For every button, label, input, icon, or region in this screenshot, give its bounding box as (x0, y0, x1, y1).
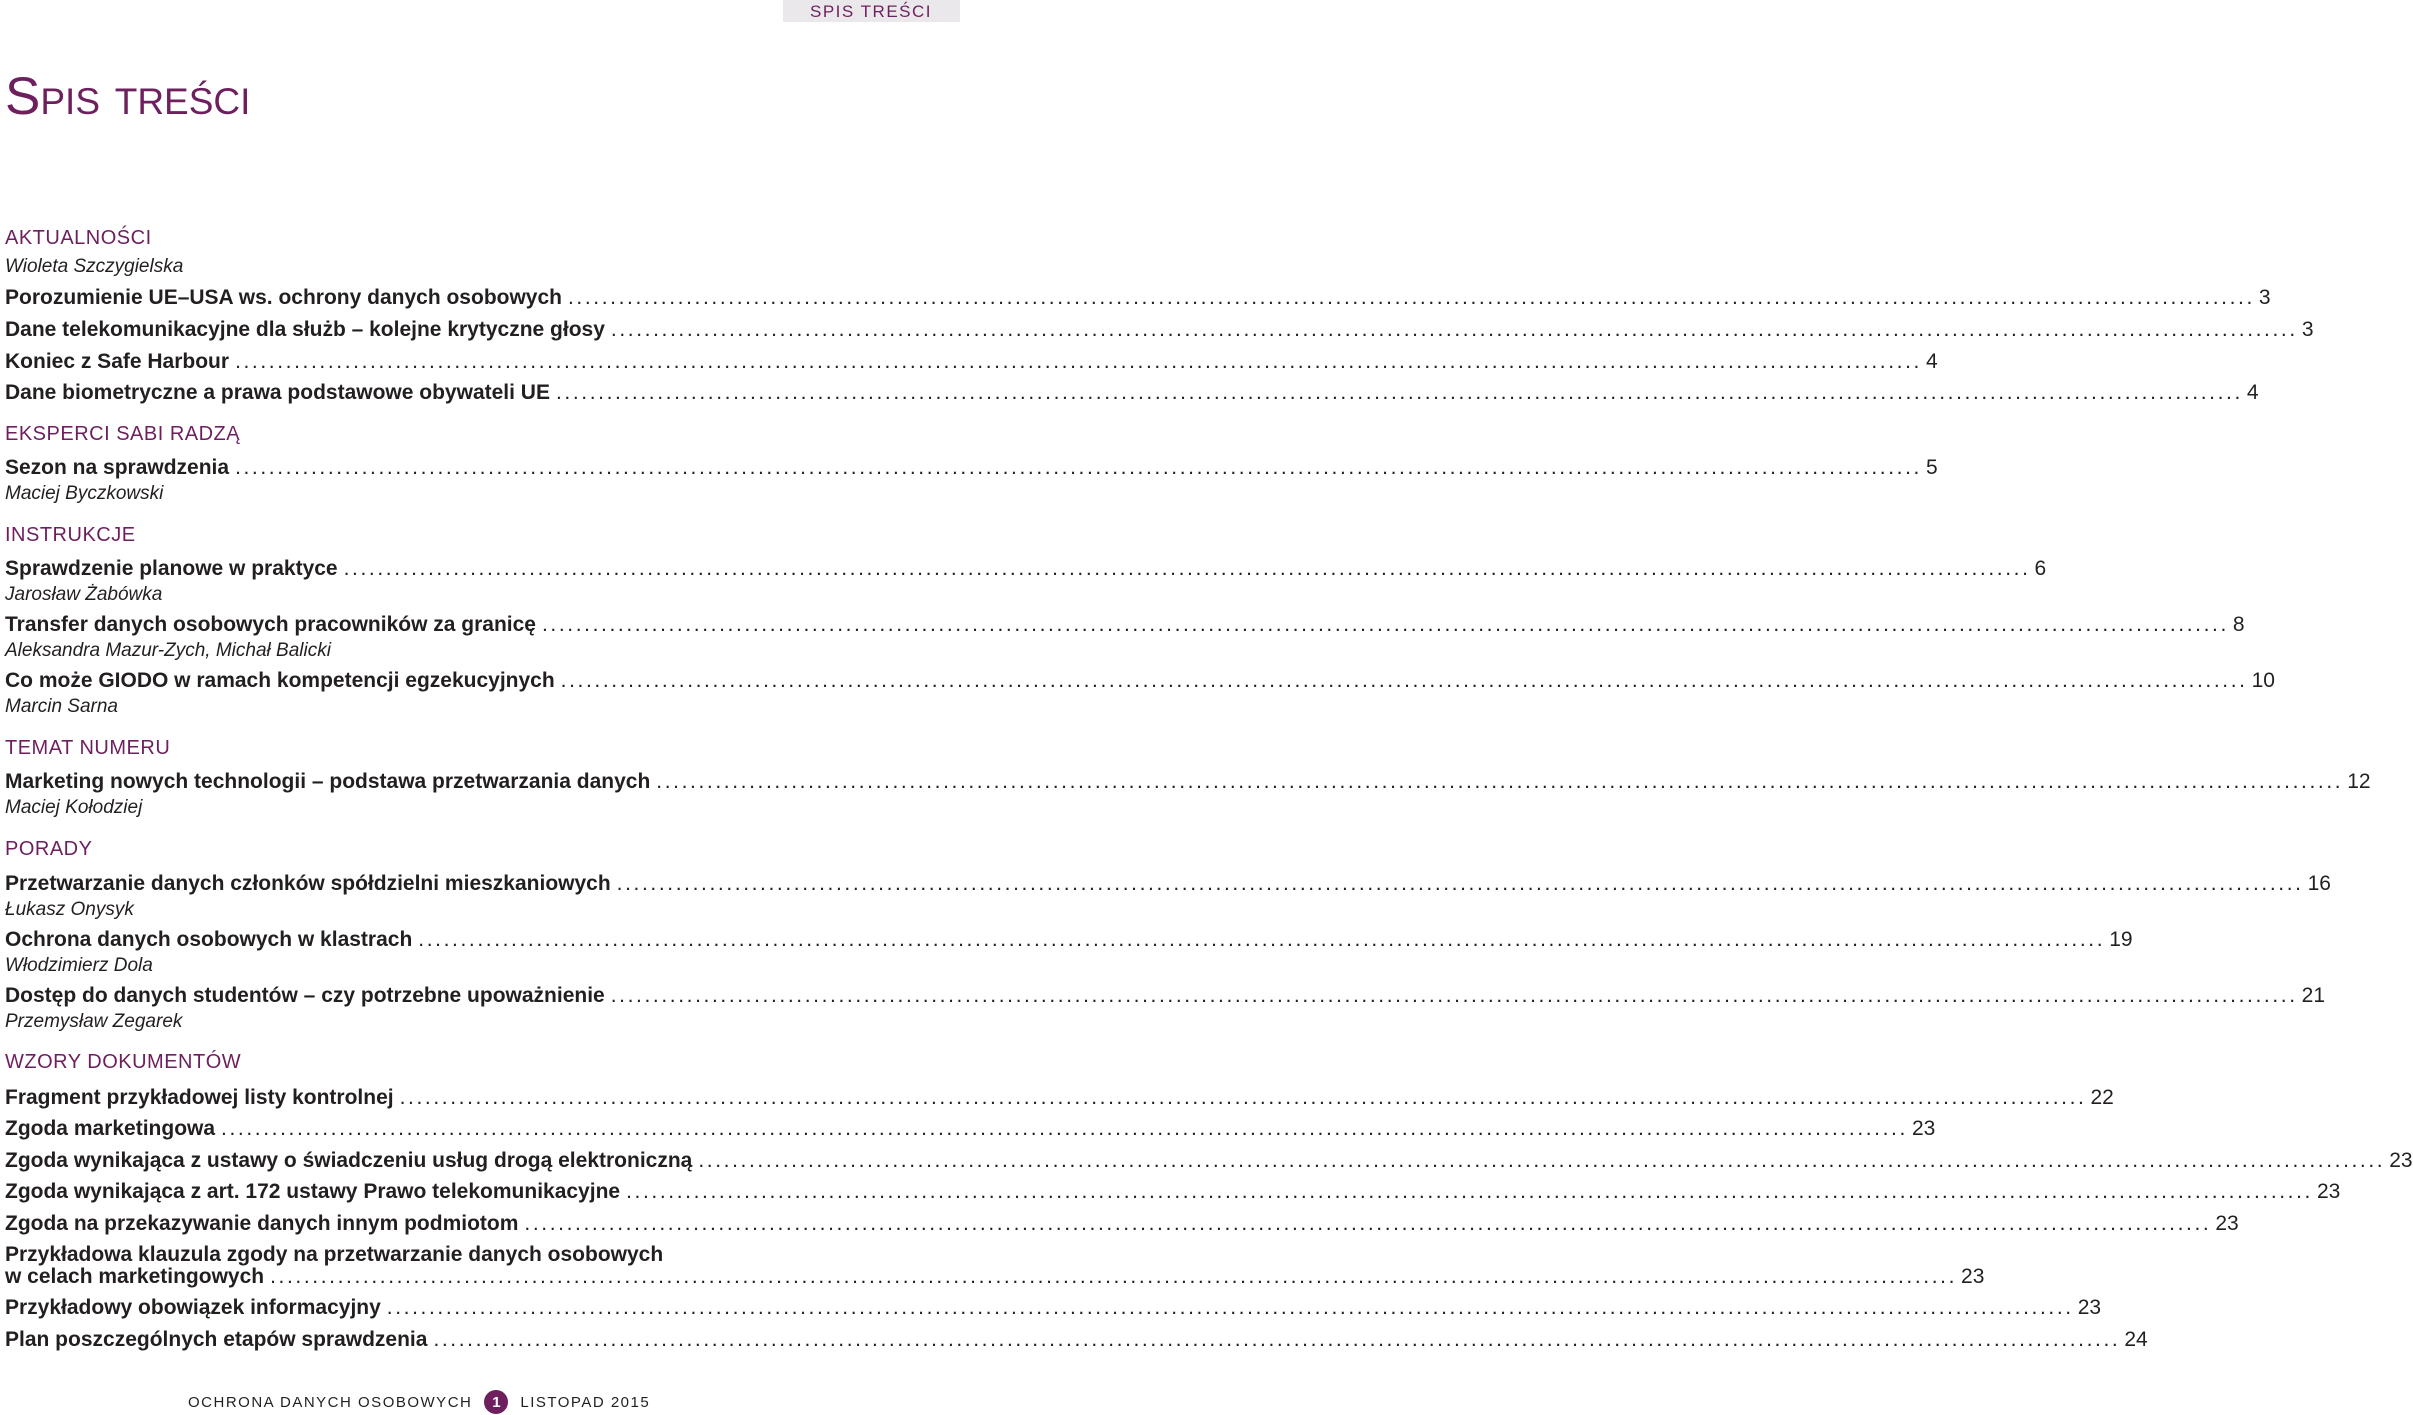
dot-leader: ........................................................................................................................................................................................................ (386, 1296, 2074, 1319)
page-title-initial: S (5, 67, 41, 126)
toc-entry-page: 4 (2246, 381, 2259, 404)
article-author: Jarosław Żabówka (5, 584, 163, 605)
toc-entry-title: Dane biometryczne a prawa podstawowe obywateli UE (5, 381, 550, 404)
toc-entry[interactable] (5, 317, 2314, 343)
dot-leader: ........................................................................................................................................................................................................ (235, 350, 1922, 373)
toc-entry-page: 16 (2307, 872, 2331, 895)
section-heading: TEMAT NUMERU (5, 737, 171, 759)
toc-entry-page: 23 (2077, 1296, 2102, 1319)
page-footer (188, 1389, 650, 1415)
dot-leader: ........................................................................................................................................................................................................ (270, 1265, 1958, 1288)
toc-entry-title: Transfer danych osobowych pracowników za granicę (5, 613, 536, 636)
article-author: Aleksandra Mazur-Zych, Michał Balicki (5, 640, 331, 661)
toc-entry-title: Koniec z Safe Harbour (5, 350, 230, 373)
toc-entry[interactable] (5, 1295, 2102, 1321)
toc-entry[interactable] (5, 1327, 2148, 1353)
toc-entry[interactable] (5, 285, 2271, 311)
toc-entry-title: Sprawdzenie planowe w praktyce (5, 557, 338, 580)
dot-leader: ........................................................................................................................................................................................................ (698, 1149, 2386, 1172)
toc-entry-title: Ochrona danych osobowych w klastrach (5, 928, 413, 951)
toc-entry[interactable] (5, 349, 1938, 375)
toc-entry[interactable] (5, 769, 2371, 795)
toc-entry-page: 23 (1961, 1265, 1985, 1288)
toc-entry-page: 22 (2090, 1086, 2114, 1109)
footer-publication: OCHRONA DANYCH OSOBOWYCH (188, 1393, 473, 1411)
toc-entry-page: 8 (2232, 613, 2245, 636)
toc-entry[interactable] (5, 1148, 2413, 1174)
dot-leader: ........................................................................................................................................................................................................ (235, 456, 1922, 479)
toc-entry-title: Marketing nowych technologii – podstawa przetwarzania danych (5, 770, 651, 793)
dot-leader: ........................................................................................................................................................................................................ (221, 1117, 1908, 1140)
toc-entry-page: 3 (2301, 318, 2314, 341)
toc-entry-title: Zgoda marketingowa (5, 1117, 216, 1140)
toc-entry-page: 23 (1911, 1117, 1936, 1140)
section-heading: EKSPERCI SABI RADZĄ (5, 423, 241, 445)
page-number-badge: 1 (484, 1390, 508, 1414)
toc-entry[interactable] (5, 380, 2259, 406)
dot-leader: ........................................................................................................................................................................................................ (656, 770, 2344, 793)
dot-leader: ........................................................................................................................................................................................................ (560, 669, 2248, 692)
section-heading: INSTRUKCJE (5, 524, 136, 546)
toc-entry[interactable] (5, 1085, 2114, 1111)
toc-entry-page: 4 (1925, 350, 1938, 373)
toc-entry[interactable] (5, 1243, 1985, 1288)
article-author: Włodzimierz Dola (5, 955, 153, 976)
section-heading: WZORY DOKUMENTÓW (5, 1051, 242, 1073)
toc-entry-page: 3 (2258, 286, 2271, 309)
toc-entry[interactable] (5, 983, 2325, 1009)
dot-leader: ........................................................................................................................................................................................................ (616, 872, 2304, 895)
toc-entry-title: Przykładowy obowiązek informacyjny (5, 1296, 381, 1319)
toc-entry-title: Przykładowa klauzula zgody na przetwarzanie danych osobowych (5, 1243, 664, 1266)
dot-leader: ........................................................................................................................................................................................................ (555, 381, 2243, 404)
toc-entry-title: Fragment przykładowej listy kontrolnej (5, 1086, 394, 1109)
section-heading: PORADY (5, 838, 93, 860)
toc-entry[interactable] (5, 1211, 2239, 1237)
toc-entry[interactable] (5, 871, 2331, 897)
dot-leader: ........................................................................................................................................................................................................ (626, 1180, 2313, 1203)
toc-entry-title: Dane telekomunikacyjne dla służb – kolejne krytyczne głosy (5, 318, 605, 341)
toc-entry-title: Zgoda wynikająca z art. 172 ustawy Prawo telekomunikacyjne (5, 1180, 621, 1203)
toc-entry[interactable] (5, 556, 2047, 582)
dot-leader: ........................................................................................................................................................................................................ (399, 1086, 2087, 1109)
page-title (5, 67, 250, 127)
dot-leader: ........................................................................................................................................................................................................ (433, 1328, 2121, 1351)
toc-entry-title: Przetwarzanie danych członków spółdzielni mieszkaniowych (5, 872, 611, 895)
toc-entry-title: Dostęp do danych studentów – czy potrzebne upoważnienie (5, 984, 605, 1007)
toc-entry-title: Sezon na sprawdzenia (5, 456, 230, 479)
footer-issue-date: LISTOPAD 2015 (520, 1393, 651, 1411)
running-head: SPIS TREŚCI (810, 2, 932, 21)
article-author: Maciej Kołodziej (5, 797, 143, 818)
toc-entry-title: Co może GIODO w ramach kompetencji egzekucyjnych (5, 669, 555, 692)
section-heading: AKTUALNOŚCI (5, 227, 152, 249)
toc-entry[interactable] (5, 612, 2245, 638)
toc-entry-title-continued: w celach marketingowych (5, 1265, 265, 1288)
toc-entry-page: 5 (1925, 456, 1938, 479)
toc-entry-title: Porozumienie UE–USA ws. ochrony danych osobowych (5, 286, 562, 309)
dot-leader: ........................................................................................................................................................................................................ (610, 318, 2298, 341)
article-author: Maciej Byczkowski (5, 483, 164, 504)
toc-entry-page: 23 (2215, 1212, 2239, 1235)
dot-leader: ........................................................................................................................................................................................................ (524, 1212, 2212, 1235)
dot-leader: ........................................................................................................................................................................................................ (343, 557, 2031, 580)
toc-entry-title: Zgoda wynikająca z ustawy o świadczeniu usług drogą elektroniczną (5, 1149, 693, 1172)
dot-leader: ........................................................................................................................................................................................................ (541, 613, 2229, 636)
toc-entry-title: Zgoda na przekazywanie danych innym podmiotom (5, 1212, 519, 1235)
toc-entry-page: 23 (2317, 1180, 2341, 1203)
toc-entry-page: 10 (2251, 669, 2275, 692)
dot-leader: ........................................................................................................................................................................................................ (418, 928, 2106, 951)
toc-entry-page: 21 (2301, 984, 2325, 1007)
toc-entry-page: 12 (2347, 770, 2371, 793)
toc-entry-page: 23 (2389, 1149, 2413, 1172)
article-author: Marcin Sarna (5, 696, 118, 717)
toc-entry-title: Plan poszczególnych etapów sprawdzenia (5, 1328, 428, 1351)
toc-entry[interactable] (5, 1116, 1936, 1142)
toc-entry-page: 19 (2109, 928, 2133, 951)
toc-entry-page: 6 (2034, 557, 2047, 580)
toc-entry[interactable] (5, 927, 2133, 953)
toc-entry[interactable] (5, 668, 2275, 694)
toc-entry[interactable] (5, 1179, 2341, 1205)
toc-entry-page: 24 (2124, 1328, 2148, 1351)
page-title-rest: pis treści (40, 67, 251, 126)
article-author: Wioleta Szczygielska (5, 256, 184, 277)
dot-leader: ........................................................................................................................................................................................................ (610, 984, 2298, 1007)
article-author: Łukasz Onysyk (5, 899, 134, 920)
article-author: Przemysław Zegarek (5, 1011, 183, 1032)
dot-leader: ........................................................................................................................................................................................................ (568, 286, 2255, 309)
toc-entry[interactable] (5, 455, 1938, 481)
